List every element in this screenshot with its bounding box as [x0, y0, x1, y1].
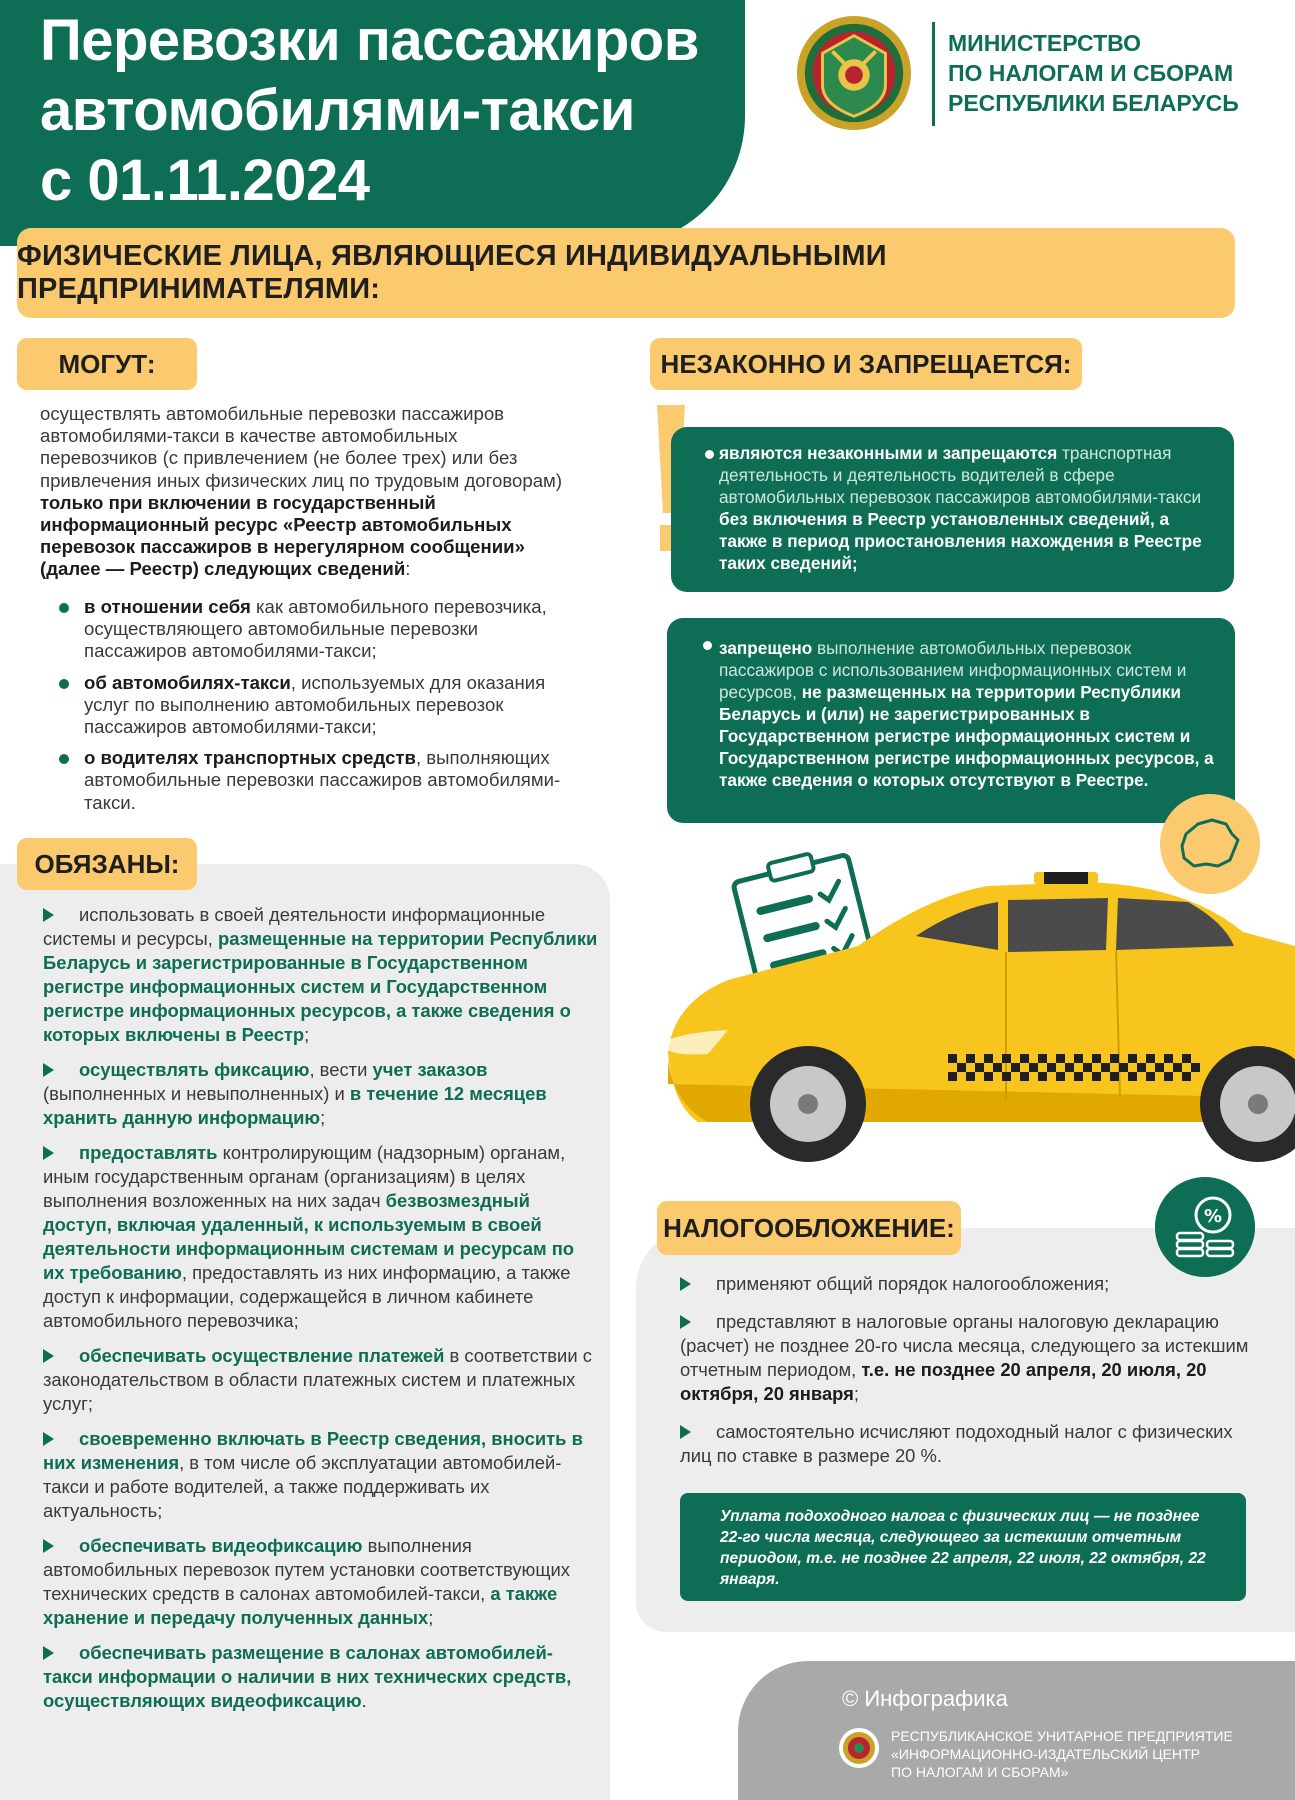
item-emphasis: а также хранение и передачу полученных данных	[43, 1583, 558, 1628]
forbidden-box	[667, 618, 1235, 823]
list-item	[43, 1641, 598, 1713]
item-text: выполнения автомобильных перевозок путем установки соответствующих технических средств в салонах автомобилей-такси,	[43, 1535, 570, 1604]
checker-square	[1029, 1063, 1038, 1072]
can-intro	[40, 403, 570, 581]
illegal-emphasis: являются незаконными и запрещаются	[719, 443, 1058, 463]
checker-square	[1128, 1054, 1137, 1063]
item-text: , в том числе об эксплуатации автомобилей-такси и работе водителей, а также поддерживать их актуальность;	[43, 1452, 562, 1521]
checker-square	[1155, 1063, 1164, 1072]
item-emphasis: о водителях транспортных средств	[84, 747, 416, 769]
item-text: как автомобильного перевозчика, осуществляющего автомобильные перевозки пассажиров автомобилями-такси;	[84, 596, 547, 662]
list-item	[680, 1310, 1255, 1406]
item-text: , предоставлять из них информацию, а также доступ к информации, содержащейся в личном кабинете автомобильного перевозчика;	[43, 1262, 571, 1331]
arrow-icon	[680, 1315, 691, 1329]
publisher-logo-icon	[838, 1727, 880, 1769]
forbidden-emphasis: запрещено	[719, 638, 813, 658]
item-emphasis: своевременно включать в Реестр сведения, вносить в них изменения	[43, 1428, 583, 1473]
checker-square	[948, 1054, 957, 1063]
checker-square	[1047, 1063, 1056, 1072]
item-emphasis: т.е. не позднее 20 апреля, 20 июля, 20 октября, 20 января	[680, 1359, 1207, 1404]
svg-text:%: %	[1203, 1206, 1223, 1227]
checker-square	[1038, 1072, 1047, 1081]
checker-square	[1002, 1072, 1011, 1081]
item-emphasis: об автомобилях-такси	[84, 671, 291, 693]
subject-heading: ФИЗИЧЕСКИЕ ЛИЦА, ЯВЛЯЮЩИЕСЯ ИНДИВИДУАЛЬНЫМИ ПРЕДПРИНИМАТЕЛЯМИ:	[17, 240, 887, 305]
arrow-icon	[43, 1146, 54, 1160]
checker-square	[1074, 1054, 1083, 1063]
checker-square	[1164, 1054, 1173, 1063]
checker-square	[1164, 1072, 1173, 1081]
bullet-icon	[705, 450, 714, 459]
can-list	[40, 596, 585, 823]
publisher-name	[891, 1727, 1291, 1781]
ministry-name	[948, 28, 1248, 118]
list-item	[43, 1427, 598, 1523]
checker-square	[948, 1072, 957, 1081]
infographic-label: © Инфографика	[842, 1686, 1008, 1711]
title-line: с 01.11.2024	[40, 148, 370, 213]
item-text: ;	[853, 1383, 860, 1404]
checker-square	[1119, 1063, 1128, 1072]
ministry-line: ПО НАЛОГАМ И СБОРАМ	[948, 60, 1234, 86]
taxation-list	[680, 1272, 1255, 1482]
title-line: Перевозки пассажиров	[40, 8, 699, 73]
forbidden-emphasis-2: не размещенных на территории Республики Беларусь и (или) не зарегистрированных в Государственном регистре информационных систем и Государственном регистре информационных ресурсов, а также сведения о которых отсутствуют в Реестре.	[719, 682, 1214, 790]
ministry-emblem-icon	[795, 14, 913, 132]
item-text: представляют в налоговые органы налоговую декларацию (расчет) не позднее 20-го числа месяца, следующего за истекшим отчетным периодом,	[680, 1311, 1249, 1380]
item-emphasis: обеспечивать размещение в салонах автомобилей-такси информации о наличии в них технических средств, осуществляющих видеофиксацию	[43, 1642, 572, 1711]
item-emphasis: в течение 12 месяцев хранить данную информацию	[43, 1083, 547, 1128]
item-emphasis: безвозмездный доступ, включая удаленный, к используемым в своей деятельности информационным системам и ресурсам по их требованию	[43, 1190, 575, 1283]
arrow-icon	[43, 1349, 54, 1363]
checker-square	[1191, 1063, 1200, 1072]
list-item	[43, 1141, 598, 1333]
item-text: в соответствии с законодательством в области платежных систем и платежных услуг;	[43, 1345, 592, 1414]
checker-square	[984, 1054, 993, 1063]
checker-square	[1038, 1054, 1047, 1063]
item-text: , используемых для оказания услуг по выполнению автомобильных перевозок пассажиров автомобилями-такси;	[84, 671, 546, 738]
item-emphasis: предоставлять	[79, 1142, 218, 1163]
checker-square	[1074, 1072, 1083, 1081]
checker-square	[1146, 1054, 1155, 1063]
item-text: (выполненных и невыполненных) и	[43, 1083, 350, 1104]
checker-square	[993, 1063, 1002, 1072]
forbidden-text: выполнение автомобильных перевозок пассажиров с использованием информационных систем и ресурсов,	[719, 638, 1187, 702]
item-text: .	[361, 1690, 367, 1711]
checker-square	[1011, 1063, 1020, 1072]
checker-square	[1146, 1072, 1155, 1081]
bullet-icon	[703, 641, 712, 650]
item-emphasis: размещенные на территории Республики Беларусь и зарегистрированные в Государственном регистре информационных систем и Государственном регистре информационных ресурсов, а также сведения о которых включены в Реестр	[43, 928, 598, 1045]
item-emphasis: обеспечивать видеофиксацию	[79, 1535, 363, 1556]
checker-square	[1056, 1054, 1065, 1063]
checker-square	[1020, 1072, 1029, 1081]
checker-square	[1137, 1063, 1146, 1072]
arrow-icon	[43, 908, 54, 922]
bullet-icon	[59, 603, 69, 613]
checker-square	[1110, 1054, 1119, 1063]
illegal-emphasis-2: без включения в Реестр установленных сведений, а также в период приостановления нахождения в Реестре таких сведений;	[719, 509, 1202, 573]
page-title	[40, 6, 740, 216]
ministry-divider	[932, 22, 935, 126]
checker-square	[1110, 1072, 1119, 1081]
list-item	[680, 1272, 1255, 1296]
checker-square	[1020, 1054, 1029, 1063]
list-item	[43, 1534, 598, 1630]
title-line: автомобилями-такси	[40, 78, 635, 143]
item-emphasis: осуществлять фиксацию	[79, 1059, 310, 1080]
publisher-line: ПО НАЛОГАМ И СБОРАМ»	[891, 1764, 1069, 1780]
list-item	[40, 747, 585, 814]
publisher-line: «ИНФОРМАЦИОННО-ИЗДАТЕЛЬСКИЙ ЦЕНТР	[891, 1746, 1200, 1762]
taxi-car-icon	[668, 872, 1295, 1162]
checker-square	[1173, 1063, 1182, 1072]
illegal-text: транспортная деятельность и деятельность водителей в сфере автомобильных перевозок пассажиров автомобилями-такси	[719, 443, 1202, 507]
checker-square	[1182, 1054, 1191, 1063]
percent-coins-icon	[1155, 1177, 1255, 1277]
item-text: ;	[320, 1107, 326, 1128]
checker-square	[1101, 1063, 1110, 1072]
subject-banner	[17, 228, 1235, 318]
checker-square	[1092, 1054, 1101, 1063]
checker-square	[1083, 1063, 1092, 1072]
checker-square	[1128, 1072, 1137, 1081]
ministry-line: РЕСПУБЛИКИ БЕЛАРУСЬ	[948, 90, 1239, 116]
checker-square	[1002, 1054, 1011, 1063]
bullet-icon	[59, 679, 69, 689]
arrow-icon	[43, 1063, 54, 1077]
list-item	[43, 903, 598, 1047]
item-emphasis: учет заказов	[372, 1059, 488, 1080]
can-intro-end: :	[405, 558, 411, 580]
can-label: МОГУТ:	[17, 338, 197, 390]
checker-square	[966, 1054, 975, 1063]
checker-square	[966, 1072, 975, 1081]
arrow-icon	[680, 1277, 691, 1291]
arrow-icon	[680, 1425, 691, 1439]
list-item	[43, 1344, 598, 1416]
checker-square	[1065, 1063, 1074, 1072]
checker-square	[975, 1063, 984, 1072]
prohibited-label: НЕЗАКОННО И ЗАПРЕЩАЕТСЯ:	[650, 338, 1082, 390]
checker-square	[1056, 1072, 1065, 1081]
checker-square	[1092, 1072, 1101, 1081]
list-item	[40, 596, 585, 663]
item-text: ;	[428, 1607, 434, 1628]
item-text: , вести	[309, 1059, 373, 1080]
taxation-label: НАЛОГООБЛОЖЕНИЕ:	[657, 1201, 961, 1255]
can-intro-emphasis: только при включении в государственный информационный ресурс «Реестр автомобильных перевозок пассажиров в нерегулярном сообщении» (далее — Реестр) следующих сведений	[40, 491, 525, 580]
item-emphasis: обеспечивать осуществление платежей	[79, 1345, 445, 1366]
obliged-list	[43, 903, 598, 1724]
item-text: самостоятельно исчисляют подоходный налог с физических лиц по ставке в размере 20 %.	[680, 1421, 1233, 1466]
can-intro-text: осуществлять автомобильные перевозки пассажиров автомобилями-такси в качестве автомобильных перевозчиков (с привлечением (не более трех) или без привлечения иных физических лиц по трудовым договорам)	[40, 403, 563, 491]
bullet-icon	[59, 754, 69, 764]
item-text: применяют общий порядок налогообложения;	[716, 1273, 1110, 1294]
item-text: , выполняющих автомобильные перевозки пассажиров автомобилями-такси.	[84, 747, 561, 813]
list-item	[680, 1420, 1255, 1468]
item-emphasis: в отношении себя	[84, 596, 251, 617]
publisher-line: РЕСПУБЛИКАНСКОЕ УНИТАРНОЕ ПРЕДПРИЯТИЕ	[891, 1728, 1233, 1744]
obliged-label: ОБЯЗАНЫ:	[17, 838, 197, 890]
arrow-icon	[43, 1646, 54, 1660]
item-text: ;	[304, 1024, 310, 1045]
list-item	[40, 672, 585, 739]
item-text: использовать в своей деятельности информационные системы и ресурсы,	[43, 904, 546, 949]
illegal-box	[671, 427, 1234, 592]
checker-square	[1182, 1072, 1191, 1081]
arrow-icon	[43, 1432, 54, 1446]
ministry-line: МИНИСТЕРСТВО	[948, 30, 1142, 56]
checker-square	[957, 1063, 966, 1072]
arrow-icon	[43, 1539, 54, 1553]
tax-payment-note: Уплата подоходного налога с физических лиц — не позднее 22-го числа месяца, следующего за истекшим отчетным периодом, т.е. не позднее 22 апреля, 22 июля, 22 октября, 22 января.	[680, 1493, 1246, 1601]
list-item	[43, 1058, 598, 1130]
checker-square	[984, 1072, 993, 1081]
item-text: контролирующим (надзорным) органам, иным государственным органам (организациям) в целях выполнения возложенных на них задач	[43, 1142, 566, 1211]
